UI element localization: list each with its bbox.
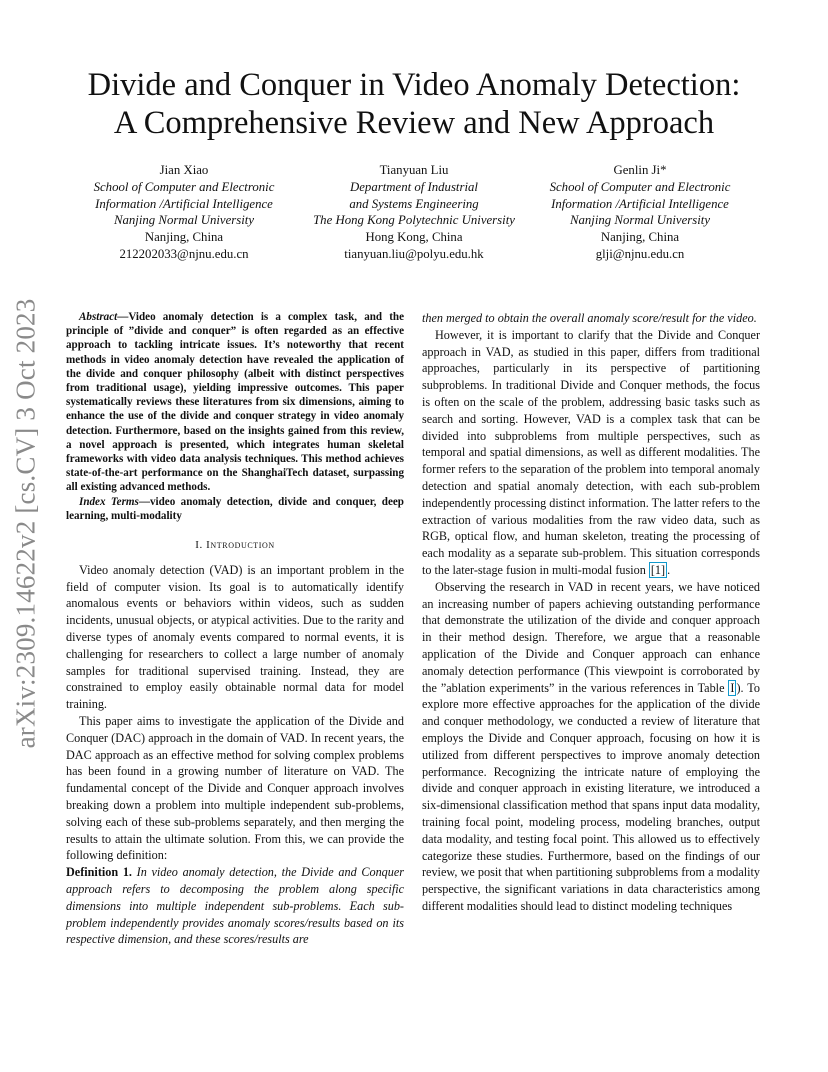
author-affiliation: and Systems Engineering: [349, 196, 479, 211]
title-line-2: A Comprehensive Review and New Approach: [113, 105, 715, 141]
index-terms-label: Index Terms: [79, 495, 139, 508]
author-affiliation: Department of Industrial: [350, 179, 478, 194]
definition-text: In video anomaly detection, the Divide and Conquer approach refers to decomposing the problem along specific dimensions into multiple independent sub-problems. Each sub-problem independently provides anomaly scores/results based on its respective dimension, and these scores/results are: [66, 865, 404, 947]
author-name: Tianyuan Liu: [379, 163, 449, 177]
author-email: 212202033@njnu.edu.cn: [119, 246, 249, 261]
paragraph-text: However, it is important to clarify that the Divide and Conquer approach in VAD, as studied in this paper, differs from traditional approaches, particularly in its perspective of partitioning subproblems. In traditional Divide and Conquer methods, the focus is often on the scale of the problem, addressing basic tasks such as search and sorting. However, VAD is a complex task that can be divided into subproblems from multiple perspectives, such as temporal and spatial dimensions, as well as different modalities. The former refers to the separation of the problem into temporal anomaly detection and spatial anomaly detection, with each sub-problem independently processing distinct information. The latter refers to the extraction of various modalities from the raw video data, such as RGB, optical flow, and human skeleton, treating the processing of each modality as a separate sub-problem. This situation corresponds to the later-stage fusion in multi-modal fusion: [422, 327, 760, 577]
abstract: [66, 310, 404, 495]
author-affiliation: Nanjing Normal University: [113, 213, 255, 228]
author-location: Hong Kong, China: [365, 230, 463, 245]
left-column: [66, 310, 404, 948]
intro-paragraph-2: This paper aims to investigate the application of the Divide and Conquer (DAC) approach in the domain of VAD. In recent years, the DAC approach as an effective method for solving complex problems has been found in a growing number of literature on VAD. The fundamental concept of the Divide and Conquer approach involves breaking down a problem into multiple independent sub-problems, solving each of these sub-problems separately, and then merging the results to attain the ultimate solution. From this, we can provide the following definition:: [66, 714, 404, 863]
author-block-1: [64, 162, 304, 263]
paragraph-text: Observing the research in VAD in recent years, we have noticed an increasing number of papers achieving outstanding performance that demonstrate the utilization of the divide and conquer approach in their method design. Therefore, we argue that a reasonable application of the Divide and Conquer approach can enhance anomaly detection performance (This viewpoint is corroborated by the ”ablation experiments” in the various references in Table: [422, 579, 760, 695]
author-block-3: [520, 162, 760, 263]
author-location: Nanjing, China: [144, 230, 224, 245]
author-email: glji@njnu.edu.cn: [595, 246, 685, 261]
right-paragraph-2: [422, 579, 760, 915]
author-affiliation: The Hong Kong Polytechnic University: [313, 213, 515, 228]
definition-continuation: then merged to obtain the overall anomaly score/result for the video.: [422, 311, 757, 325]
author-name: Genlin Ji*: [613, 163, 667, 177]
paragraph-text: ). To explore more effective approaches for the application of the divide and conquer methodology, we conducted a review of literature that employs the Divide and Conquer approach, focusing on how it is utilized from different perspectives to improve anomaly detection performance. Recognizing the intricate nature of employing the divide and conquer approach in existing literature, we introduced a six-dimensional classification method that spans input data modality, training focal point, modeling process, modeling branches, output data modality, and testing focal point. This allowed us to effectively categorize these studies. Furthermore, based on the findings of our review, we posit that when partitioning subproblems from a modality perspective, the significant variations in data characteristics among different modalities should lead to distinct modeling techniques: [422, 680, 760, 913]
definition: [66, 864, 404, 948]
table-ref-link[interactable]: I: [730, 680, 735, 695]
index-terms: [66, 495, 404, 523]
definition-label: Definition 1.: [66, 865, 132, 880]
right-column: [422, 310, 760, 915]
section-title: Introduction: [206, 539, 275, 552]
author-affiliation: Information /Artificial Intelligence: [551, 196, 729, 211]
arxiv-stamp-text: arXiv:2309.14622v2 [cs.CV] 3 Oct 2023: [10, 298, 41, 748]
title-line-1: Divide and Conquer in Video Anomaly Detection:: [87, 67, 741, 103]
paper-title: [60, 66, 768, 142]
author-affiliation: School of Computer and Electronic: [549, 179, 731, 194]
author-name: Jian Xiao: [159, 163, 209, 177]
author-affiliation: Nanjing Normal University: [569, 213, 711, 228]
paragraph-text: .: [667, 562, 671, 577]
abstract-text: —Video anomaly detection is a complex task, and the principle of ”divide and conquer” is often regarded as an effective approach to tackling intricate issues. It’s noteworthy that recent methods in video anomaly detection have revealed the application of the divide and conquer philosophy (albeit with distinct perspectives from traditional usage), yielding impressive outcomes. This paper systematically reviews these literatures from six dimensions, aiming to enhance the use of the divide and conquer strategy in video anomaly detection. Furthermore, based on the insights gained from this review, a novel approach is presented, which integrates human skeletal frameworks with video data analysis techniques. This method achieves state-of-the-art performance on the ShanghaiTech dataset, surpassing all existing advanced methods.: [66, 311, 404, 494]
author-affiliation: Information /Artificial Intelligence: [95, 196, 273, 211]
author-block-2: [294, 162, 534, 263]
section-numeral: I.: [195, 539, 207, 552]
citation-link[interactable]: [1]: [650, 562, 666, 577]
author-affiliation: School of Computer and Electronic: [93, 179, 275, 194]
intro-paragraph-1: Video anomaly detection (VAD) is an important problem in the field of computer vision. Its goal is to automatically identify anomalous events or behaviors within videos, such as sudden incidents, unusual objects, or atypical activities. Due to the rarity and diverse types of anomaly events compared to normal events, it is challenging for researchers to collect a large number of anomaly samples for traditional supervised training. Instead, they are constrained to employ easily obtainable normal data for model training.: [66, 562, 404, 712]
author-email: tianyuan.liu@polyu.edu.hk: [344, 246, 484, 261]
right-paragraph-1: [422, 327, 760, 579]
section-heading: [66, 537, 404, 554]
index-terms-text: —video anomaly detection, divide and conquer, deep learning, multi-modality: [66, 495, 404, 522]
author-location: Nanjing, China: [600, 230, 680, 245]
abstract-label: Abstract: [79, 311, 118, 323]
arxiv-stamp: [4, 292, 48, 754]
